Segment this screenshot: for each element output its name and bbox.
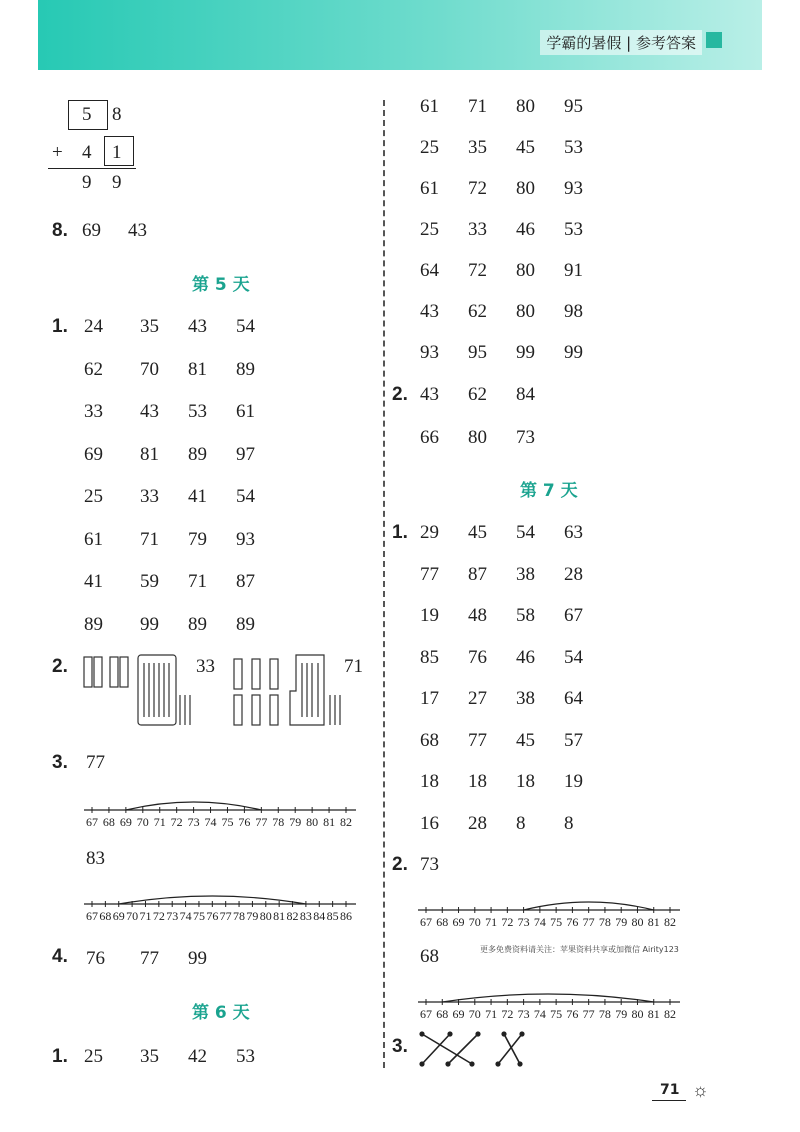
answer: 57: [564, 729, 583, 751]
answer: 46: [516, 219, 535, 240]
tick-label: 81: [647, 1007, 660, 1021]
answer: 17: [420, 688, 439, 709]
answer: 33: [468, 219, 487, 240]
answer: 43: [140, 401, 159, 422]
answer: 64: [420, 260, 439, 281]
answer: 80: [516, 178, 535, 199]
answer: 64: [564, 688, 583, 709]
q-label: 3.: [52, 752, 68, 773]
tick-label: 75: [550, 915, 563, 929]
tick-label: 71: [485, 1007, 498, 1021]
answer: 76: [468, 646, 487, 668]
sun-icon: ☼: [692, 1080, 709, 1100]
answer: 43: [128, 220, 147, 241]
tick-label: 68: [436, 915, 449, 929]
answer: 87: [468, 563, 487, 585]
answer: 85: [420, 646, 439, 668]
tick-label: 78: [272, 815, 285, 829]
q-label: 1.: [392, 522, 408, 543]
place-value-blocks: [84, 655, 364, 730]
answer: 19: [564, 771, 583, 792]
tick-label: 75: [221, 815, 234, 829]
answer: 35: [468, 137, 487, 158]
number-line: [84, 884, 364, 924]
answer: 71: [468, 96, 487, 117]
answer: 97: [236, 443, 255, 465]
tick-label: 70: [126, 909, 139, 923]
tick-label: 74: [204, 815, 217, 829]
answer: 19: [420, 605, 439, 626]
answer: 62: [468, 384, 487, 405]
answer: 79: [188, 528, 207, 550]
answer: 91: [564, 260, 583, 281]
answer: 72: [468, 178, 487, 199]
tick-label: 77: [582, 915, 595, 929]
tick-label: 77: [582, 1007, 595, 1021]
book-icon: [706, 32, 722, 48]
digit: 9: [112, 172, 122, 193]
tick-label: 80: [306, 815, 319, 829]
answer: 99: [188, 948, 207, 969]
answer: 80: [468, 427, 487, 448]
q-label: 4.: [52, 946, 68, 967]
tick-label: 81: [273, 909, 286, 923]
answer: 71: [140, 528, 159, 550]
tick-label: 82: [664, 1007, 676, 1021]
header-banner: [38, 0, 762, 70]
tick-label: 85: [326, 909, 339, 923]
plus-sign: +: [52, 142, 63, 163]
tick-label: 76: [238, 815, 251, 829]
tick-label: 70: [468, 1007, 481, 1021]
q-label: 2.: [392, 384, 408, 405]
tick-label: 68: [102, 815, 115, 829]
answer: 73: [516, 427, 535, 448]
header-title: 学霸的暑假 | 参考答案: [540, 30, 702, 55]
answer: 25: [420, 137, 439, 158]
answer: 62: [468, 301, 487, 322]
answer: 89: [236, 613, 255, 635]
digit: 9: [82, 172, 92, 193]
tick-label: 84: [313, 909, 326, 923]
answer: 43: [420, 384, 439, 405]
jump-arc: [442, 994, 653, 1002]
tick-label: 67: [420, 1007, 432, 1021]
answer: 63: [564, 522, 583, 543]
tick-label: 69: [452, 1007, 465, 1021]
answer: 69: [82, 220, 101, 241]
tick-label: 67: [420, 915, 432, 929]
answer: 8: [516, 812, 526, 834]
tick-label: 80: [259, 909, 272, 923]
answer: 59: [140, 571, 159, 592]
tick-label: 73: [187, 815, 200, 829]
answer: 95: [564, 96, 583, 117]
tick-label: 70: [136, 815, 149, 829]
answer: 27: [468, 688, 487, 709]
answer: 33: [140, 486, 159, 507]
answer: 54: [516, 522, 535, 543]
tick-label: 68: [99, 909, 112, 923]
answer: 77: [468, 729, 487, 751]
day7-title: 第 7 天: [520, 481, 578, 501]
digit: 4: [82, 142, 92, 163]
answer: 70: [140, 358, 159, 380]
answer: 72: [468, 260, 487, 281]
tick-label: 72: [170, 815, 183, 829]
answer: 28: [468, 812, 487, 834]
tick-label: 80: [631, 1007, 644, 1021]
answer: 84: [516, 384, 535, 405]
tick-label: 71: [485, 915, 498, 929]
answer: 80: [516, 301, 535, 322]
number-line: [418, 890, 690, 930]
answer: 29: [420, 522, 439, 543]
tick-label: 79: [615, 915, 628, 929]
tick-label: 69: [119, 815, 132, 829]
tick-label: 72: [501, 1007, 514, 1021]
answer: 83: [86, 848, 105, 869]
answer: 43: [420, 301, 439, 322]
answer: 89: [236, 358, 255, 380]
answer: 61: [420, 96, 439, 117]
column-divider: [383, 100, 385, 1068]
answer: 77: [140, 948, 159, 969]
answer: 68: [420, 946, 439, 967]
tick-label: 74: [533, 1007, 546, 1021]
number-line: [418, 982, 690, 1022]
answer: 93: [420, 342, 439, 363]
tick-label: 77: [219, 909, 232, 923]
answer: 8: [564, 812, 574, 834]
answer: 80: [516, 96, 535, 117]
answer: 89: [188, 443, 207, 465]
answer: 41: [84, 571, 103, 592]
answer: 58: [516, 605, 535, 626]
tick-label: 81: [647, 915, 660, 929]
tick-label: 67: [86, 815, 98, 829]
answer: 81: [140, 443, 159, 465]
tick-label: 73: [517, 1007, 530, 1021]
answer: 33: [84, 401, 103, 422]
answer: 62: [84, 358, 103, 380]
answer: 25: [84, 1046, 103, 1067]
answer: 61: [420, 178, 439, 199]
tick-label: 78: [598, 915, 611, 929]
answer: 98: [564, 301, 583, 322]
answer: 99: [564, 342, 583, 363]
digit: 5: [82, 104, 92, 125]
answer: 38: [516, 563, 535, 585]
q-label: 1.: [52, 316, 68, 337]
tick-label: 77: [255, 815, 268, 829]
answer: 89: [84, 613, 103, 635]
answer: 45: [516, 729, 535, 751]
tick-label: 82: [286, 909, 299, 923]
answer: 18: [516, 771, 535, 792]
watermark-note: 更多免费资料请关注：苹果资料共享或加微信 Airity123: [480, 945, 679, 954]
tick-label: 74: [533, 915, 546, 929]
answer: 89: [188, 613, 207, 635]
tick-label: 82: [340, 815, 352, 829]
answer: 53: [236, 1046, 255, 1067]
answer: 71: [188, 571, 207, 592]
answer: 95: [468, 342, 487, 363]
tick-label: 80: [631, 915, 644, 929]
answer: 66: [420, 427, 439, 448]
answer: 53: [188, 401, 207, 422]
tick-label: 86: [340, 909, 352, 923]
answer: 67: [564, 605, 583, 626]
tick-label: 75: [550, 1007, 563, 1021]
answer: 93: [564, 178, 583, 199]
answer: 48: [468, 605, 487, 626]
answer: 76: [86, 948, 105, 969]
tick-label: 76: [566, 1007, 579, 1021]
answer: 61: [84, 528, 103, 550]
answer: 93: [236, 528, 255, 550]
tick-label: 79: [615, 1007, 628, 1021]
answer: 73: [420, 854, 439, 875]
answer: 71: [344, 656, 363, 677]
answer: 53: [564, 137, 583, 158]
answer: 99: [516, 342, 535, 363]
answer: 18: [468, 771, 487, 792]
answer: 68: [420, 729, 439, 751]
tick-label: 79: [246, 909, 259, 923]
tick-label: 76: [566, 915, 579, 929]
tick-label: 76: [206, 909, 219, 923]
answer: 41: [188, 486, 207, 507]
tick-label: 81: [323, 815, 336, 829]
answer: 87: [236, 571, 255, 592]
tick-label: 70: [468, 915, 481, 929]
tick-label: 73: [166, 909, 179, 923]
answer: 53: [564, 219, 583, 240]
tick-label: 78: [598, 1007, 611, 1021]
answer: 43: [188, 316, 207, 337]
page-number: 71: [660, 1082, 680, 1098]
tick-label: 72: [501, 915, 514, 929]
answer: 25: [84, 486, 103, 507]
q8-label: 8.: [52, 220, 68, 241]
day5-title: 第 5 天: [192, 275, 250, 295]
answer: 80: [516, 260, 535, 281]
tick-label: 74: [179, 909, 192, 923]
digit: 1: [112, 142, 122, 163]
answer: 46: [516, 646, 535, 668]
tick-label: 67: [86, 909, 98, 923]
answer: 25: [420, 219, 439, 240]
answer: 35: [140, 316, 159, 337]
q-label: 2.: [392, 854, 408, 875]
digit: 8: [112, 104, 122, 125]
answer: 77: [86, 752, 105, 773]
tick-label: 73: [517, 915, 530, 929]
q-label: 3.: [392, 1036, 408, 1057]
page-number-underline: [652, 1100, 686, 1101]
answer: 69: [84, 443, 103, 465]
answer: 99: [140, 613, 159, 635]
answer: 45: [516, 137, 535, 158]
answer: 61: [236, 401, 255, 422]
q-label: 1.: [52, 1046, 68, 1067]
tick-label: 78: [233, 909, 246, 923]
answer: 33: [196, 656, 215, 677]
tick-label: 83: [299, 909, 312, 923]
answer: 54: [236, 316, 255, 337]
answer: 28: [564, 563, 583, 585]
tick-label: 79: [289, 815, 302, 829]
number-line: [84, 790, 364, 830]
tick-label: 69: [452, 915, 465, 929]
tick-label: 82: [664, 915, 676, 929]
answer: 35: [140, 1046, 159, 1067]
answer: 16: [420, 812, 439, 834]
answer: 42: [188, 1046, 207, 1067]
answer: 77: [420, 563, 439, 585]
tick-label: 71: [139, 909, 152, 923]
q-label: 2.: [52, 656, 68, 677]
sum-line: [48, 168, 136, 169]
answer: 45: [468, 522, 487, 543]
answer: 18: [420, 771, 439, 792]
answer: 54: [564, 646, 583, 668]
tick-label: 71: [153, 815, 166, 829]
tick-label: 68: [436, 1007, 449, 1021]
matching-lines: [418, 1030, 528, 1070]
answer: 81: [188, 358, 207, 380]
tick-label: 75: [192, 909, 205, 923]
day6-title: 第 6 天: [192, 1003, 250, 1023]
tick-label: 72: [152, 909, 165, 923]
answer: 54: [236, 486, 255, 507]
answer: 38: [516, 688, 535, 709]
tick-label: 69: [112, 909, 125, 923]
answer: 24: [84, 316, 103, 337]
